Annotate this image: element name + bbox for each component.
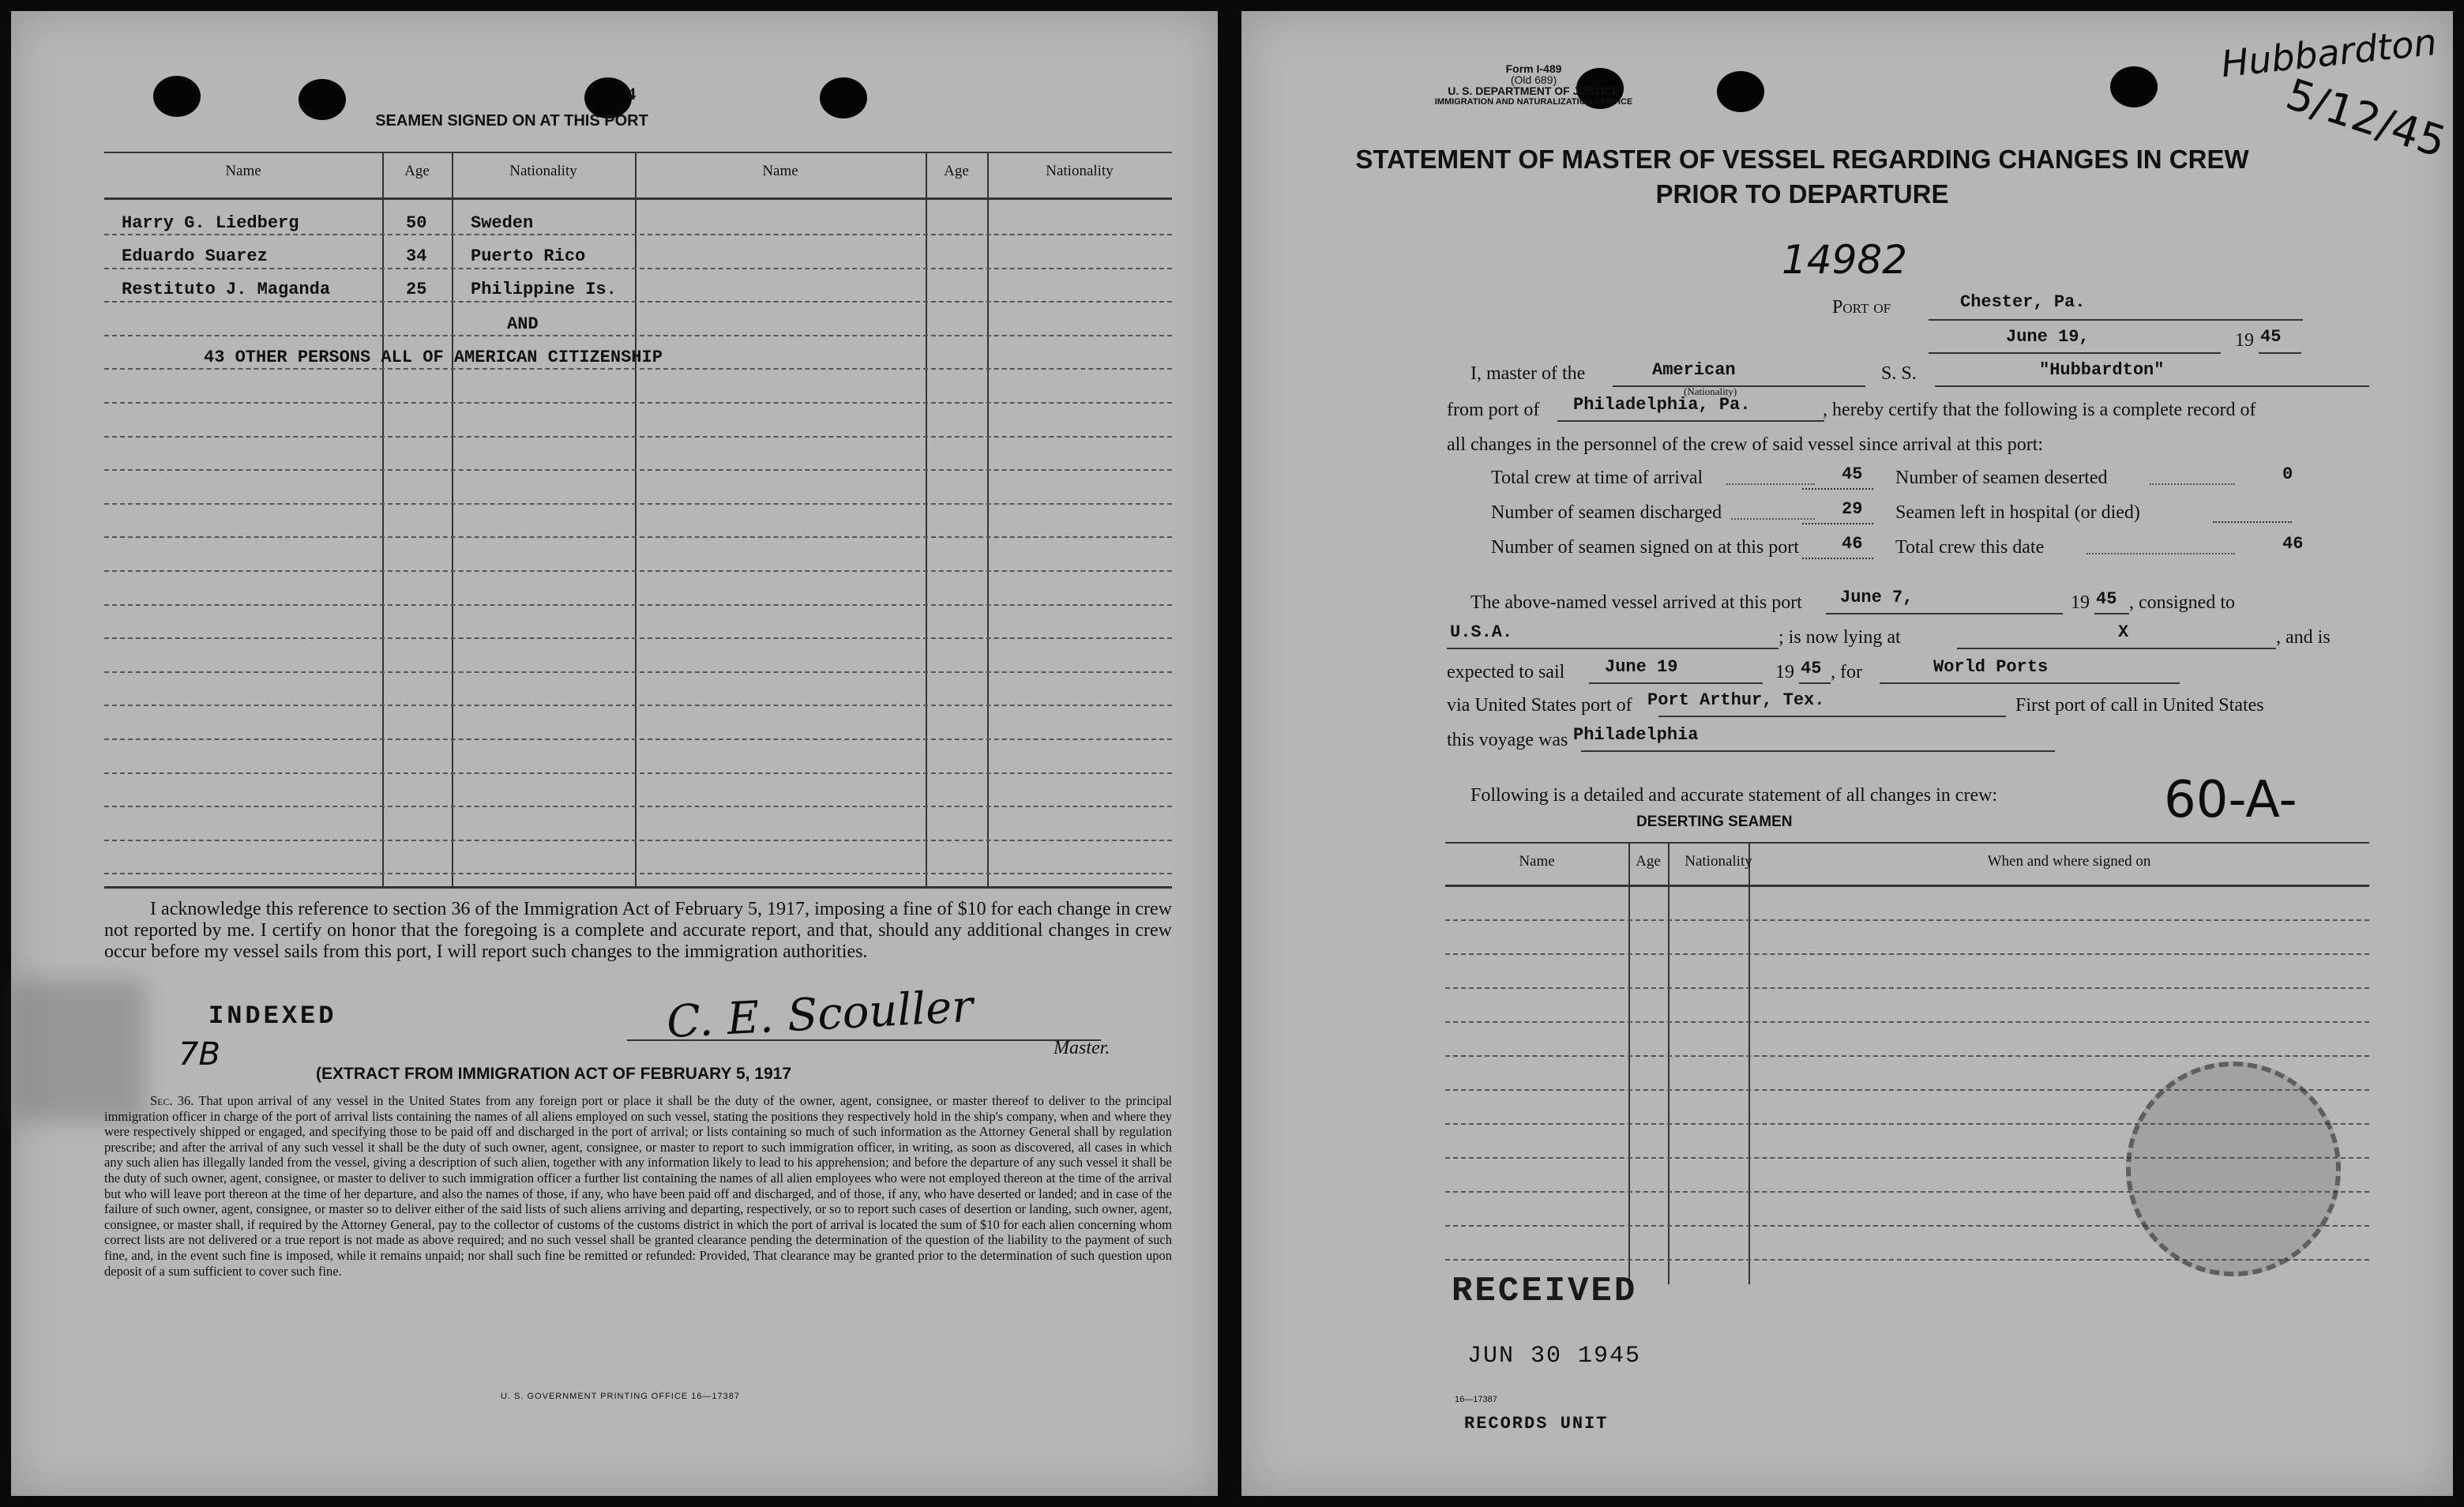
table-row-line xyxy=(104,536,1172,538)
acknowledgment-text: I acknowledge this reference to section 36 of the Immigration Act of February 5, 1917, imposing a fine of $10 for each change in crew not reported by me. I certify on honor that the foregoing is a complete and accurate report, and that, should any additional changes in crew occur before my vessel sails from this port, I will report such changes to the immigration authorities. xyxy=(104,899,1172,962)
seaman-name: Restituto J. Maganda xyxy=(122,280,331,299)
printing-office: U. S. GOVERNMENT PRINTING OFFICE 16—17387 xyxy=(501,1392,741,1401)
desert-col-nationality: Nationality xyxy=(1685,853,1752,870)
lying-label: ; is now lying at xyxy=(1779,627,1901,648)
col-header-name-2: Name xyxy=(762,163,798,179)
table-row-line xyxy=(104,436,1172,438)
total-crew-arrival-label: Total crew at time of arrival xyxy=(1491,468,1703,488)
handwritten-date: 5/12/45 xyxy=(2280,69,2452,167)
certify-text-2: all changes in the personnel of the crew of said vessel since arrival at this port: xyxy=(1447,434,2044,455)
others-line: 43 OTHER PERSONS ALL OF AMERICAN CITIZENSHIP xyxy=(204,348,663,367)
indexed-mark: 7B xyxy=(178,1036,220,1073)
table-row-line xyxy=(104,806,1172,807)
table-row-line xyxy=(1445,1021,2369,1023)
nationality-value: American xyxy=(1652,360,1736,380)
from-port-label: from port of xyxy=(1447,400,1540,420)
lying-value: X xyxy=(2118,622,2129,642)
table-row-line xyxy=(104,604,1172,606)
nationality-caption: (Nationality) xyxy=(1684,385,1737,397)
consignee: U.S.A. xyxy=(1450,622,1513,642)
table-row-line xyxy=(104,772,1172,774)
seaman-age: 50 xyxy=(406,213,427,233)
desert-col-name: Name xyxy=(1519,853,1555,870)
table-row-line xyxy=(104,705,1172,706)
page-number: 4 xyxy=(627,84,636,103)
binder-hole xyxy=(2110,66,2158,107)
sail-date: June 19 xyxy=(1605,657,1678,677)
form-old: (Old 689) xyxy=(1510,73,1557,86)
received-stamp: RECEIVED xyxy=(1452,1272,1638,1311)
col-header-name: Name xyxy=(225,163,261,179)
form-header xyxy=(1407,63,1660,107)
table-row-line xyxy=(104,671,1172,673)
seaman-nationality: Philippine Is. xyxy=(471,280,617,299)
table-row-line xyxy=(104,268,1172,269)
table-row-line xyxy=(104,637,1172,639)
master-signature: C. E. Scouller xyxy=(665,980,975,1049)
signed-on-label: Number of seamen signed on at this port xyxy=(1491,537,1799,558)
year-prefix: 19 xyxy=(2235,330,2254,351)
table-row-line xyxy=(1445,1055,2369,1057)
destination: World Ports xyxy=(1933,657,2049,677)
port-value: Chester, Pa. xyxy=(1960,292,2086,312)
right-page xyxy=(1241,11,2453,1496)
table-row-line xyxy=(104,873,1172,874)
first-port-label: First port of call in United States xyxy=(2015,695,2264,716)
page-title: SEAMEN SIGNED ON AT THIS PORT xyxy=(375,112,648,130)
arrived-date: June 7, xyxy=(1840,588,1914,607)
hospital-label: Seamen left in hospital (or died) xyxy=(1895,502,2140,523)
col-header-age: Age xyxy=(404,163,430,179)
following-text: Following is a detailed and accurate statement of all changes in crew: xyxy=(1471,785,1998,806)
col-header-nationality: Nationality xyxy=(509,163,577,179)
ss-label: S. S. xyxy=(1881,363,1917,384)
indexed-stamp: INDEXED xyxy=(208,1002,337,1031)
arrived-label: The above-named vessel arrived at this port xyxy=(1471,592,1802,613)
handwritten-code: 60-A- xyxy=(2164,771,2297,829)
sail-year-prefix: 19 xyxy=(1775,662,1794,682)
service: IMMIGRATION AND NATURALIZATION SERVICE xyxy=(1434,97,1633,107)
handwritten-vessel-name: Hubbardton xyxy=(2218,20,2439,86)
via-port: Port Arthur, Tex. xyxy=(1647,690,1825,710)
table-row-line xyxy=(104,469,1172,471)
arrived-year-prefix: 19 xyxy=(2071,592,2090,613)
binder-hole xyxy=(153,76,201,117)
deserted: 0 xyxy=(2282,464,2293,484)
table-row-line xyxy=(1445,953,2369,955)
from-port-value: Philadelphia, Pa. xyxy=(1573,395,1751,415)
voyage-label: this voyage was xyxy=(1447,730,1568,750)
via-label: via United States port of xyxy=(1447,695,1632,716)
received-round-stamp xyxy=(2126,1062,2341,1276)
desert-col-signed-on: When and where signed on xyxy=(1987,853,2151,870)
table-row-line xyxy=(104,570,1172,572)
form-number: Form I-489 xyxy=(1505,62,1562,75)
consigned-label: , consigned to xyxy=(2129,592,2235,613)
seaman-nationality: Sweden xyxy=(471,213,534,233)
seaman-name: Harry G. Liedberg xyxy=(122,213,299,233)
form-title xyxy=(1289,142,2316,212)
table-row-line xyxy=(104,368,1172,370)
total-crew-date: 46 xyxy=(2282,534,2304,554)
col-header-age-2: Age xyxy=(944,163,969,179)
for-label: , for xyxy=(1831,662,1862,682)
signed-on: 46 xyxy=(1842,534,1863,554)
deserting-title: DESERTING SEAMEN xyxy=(1636,814,1793,830)
sail-year: 45 xyxy=(1801,659,1822,678)
arrived-year: 45 xyxy=(2096,589,2117,609)
discharged-label: Number of seamen discharged xyxy=(1491,502,1722,523)
seaman-age: 34 xyxy=(406,246,427,266)
col-header-nationality-2: Nationality xyxy=(1046,163,1114,179)
and-line: AND xyxy=(507,314,539,334)
seaman-nationality: Puerto Rico xyxy=(471,246,586,266)
title-line-1: STATEMENT OF MASTER OF VESSEL REGARDING CHANGES IN CREW xyxy=(1355,145,2249,174)
left-page xyxy=(11,11,1218,1496)
table-row-line xyxy=(104,335,1172,336)
certify-text: , hereby certify that the following is a complete record of xyxy=(1823,400,2256,420)
total-crew-arrival: 45 xyxy=(1842,464,1863,484)
seaman-age: 25 xyxy=(406,280,427,299)
master-of-label: I, master of the xyxy=(1471,363,1586,384)
table-row-line xyxy=(1445,919,2369,921)
year-value: 45 xyxy=(2260,327,2282,347)
table-row-line xyxy=(104,840,1172,841)
extract-title: (EXTRACT FROM IMMIGRATION ACT OF FEBRUARY 5, 1917 xyxy=(316,1065,792,1083)
total-crew-date-label: Total crew this date xyxy=(1895,537,2045,558)
table-row-line xyxy=(104,738,1172,740)
section-body: That upon arrival of any vessel in the United States from any foreign port or place it shall be the duty of the owner, agent, consignee, or master thereof to deliver to the principal immigration officer in charge of the port of arrival lists containing the names of all aliens employed on such vessel, stating the positions they respectively hold in the ship's company, when and where they were respectively shipped or engaged, and specifying those to be paid off and discharged in the port of arrival; or lists containing so much of such information as the Attorney General shall by regulation prescribe; and after the arrival of any such vessel it shall be the duty of such owner, agent, consignee, or master to report to such immigration officer, in writing, as soon as discovered, all cases in which any such alien has illegally landed from the vessel, giving a description of such alien, together with any information likely to lead to his apprehension; and before the departure of any such vessel it shall be the duty of such owner, agent, consignee, or master to deliver to such immigration officer a further list containing the names of all alien employees who were not employed thereon at the time of the arrival but who will leave port thereon at the time of her departure, and also the names of those, if any, who have been paid off and discharged, and of those, if any, who have deserted or landed; and in case of the failure of such owner, agent, consignee, or master so to deliver either of the said lists of such aliens arriving and departing, respectively, or so to report such cases of desertion or landing, such owner, agent, consignee, or master shall, if required by the Attorney General, pay to the collector of customs of the customs district in which the port of arrival is located the sum of $10 for each alien concerning whom correct lists are not delivered or a true report is not made as above required; and no such vessel shall be granted clearance pending the determination of the question of the liability to the payment of such fine, and, in the event such fine is imposed, while it remains unpaid; nor shall such fine be remitted or refunded: Provided, That clearance may be granted prior to the determination of such question upon deposit of a sum sufficient to cover such fine. xyxy=(104,1093,1172,1279)
vessel-name: "Hubbardton" xyxy=(2039,360,2165,380)
title-line-2: PRIOR TO DEPARTURE xyxy=(1655,179,1949,209)
voyage-value: Philadelphia xyxy=(1573,725,1699,745)
department: U. S. DEPARTMENT OF JUSTICE xyxy=(1448,85,1620,97)
received-date: JUN 30 1945 xyxy=(1467,1343,1642,1370)
master-label: Master. xyxy=(1054,1038,1110,1058)
binder-hole xyxy=(1717,71,1764,112)
section-36-text xyxy=(104,1093,1172,1279)
expected-label: expected to sail xyxy=(1447,662,1565,682)
seaman-name: Eduardo Suarez xyxy=(122,246,268,266)
table-row-line xyxy=(104,503,1172,505)
desert-col-age: Age xyxy=(1636,853,1661,870)
table-row-line xyxy=(104,301,1172,303)
date-value: June 19, xyxy=(2006,327,2090,347)
and-is: , and is xyxy=(2276,627,2331,648)
deserted-label: Number of seamen deserted xyxy=(1895,468,2108,488)
discharged: 29 xyxy=(1842,499,1863,519)
print-code: 16—17387 xyxy=(1455,1395,1497,1404)
table-row-line xyxy=(104,234,1172,235)
handwritten-number: 14982 xyxy=(1782,237,1908,283)
table-row-line xyxy=(1445,987,2369,989)
table-row-line xyxy=(104,402,1172,404)
section-label: Sec. 36. xyxy=(150,1093,194,1108)
records-unit-stamp: RECORDS UNIT xyxy=(1464,1414,1609,1434)
port-label: Port of xyxy=(1832,297,1891,318)
